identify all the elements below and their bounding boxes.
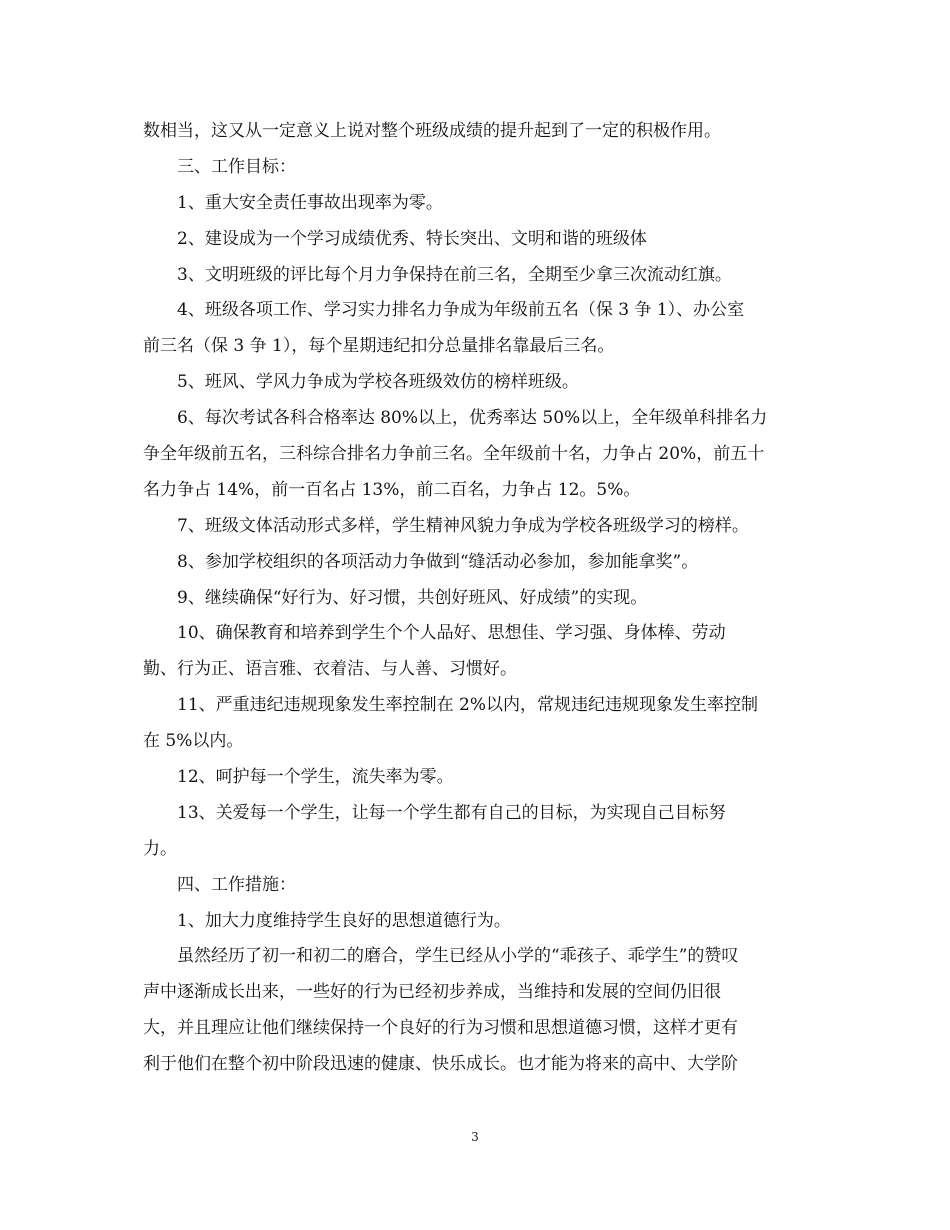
text-line: 力。	[143, 838, 177, 859]
text-line: 12、呵护每一个学生，流失率为零。	[177, 767, 454, 788]
page-number: 3	[471, 1130, 479, 1144]
text-line: 8、参加学校组织的各项活动力争做到“缝活动必参加，参加能拿奖”。	[177, 551, 699, 572]
text-line: 1、重大安全责任事故出现率为零。	[177, 192, 443, 213]
text-line: 9、继续确保“好行为、好习惯，共创好班风、好成绩”的实现。	[177, 587, 648, 608]
text-line: 2、建设成为一个学习成绩优秀、特长突出、文明和谐的班级体	[177, 228, 647, 249]
text-line: 在 5%以内。	[143, 731, 244, 752]
text-line: 5、班风、学风力争成为学校各班级效仿的榜样班级。	[177, 372, 579, 393]
text-line: 声中逐渐成长出来，一些好的行为已经初步养成，当维持和发展的空间仍旧很	[143, 982, 721, 1003]
text-line: 大，并且理应让他们继续保持一个良好的行为习惯和思想道德习惯，这样才更有	[143, 1018, 738, 1039]
text-line: 6、每次考试各科合格率达 80%以上，优秀率达 50%以上，全年级单科排名力	[177, 408, 768, 429]
text-line: 数相当，这又从一定意义上说对整个班级成绩的提升起到了一定的积极作用。	[143, 121, 721, 141]
text-line: 1、加大力度维持学生良好的思想道德行为。	[177, 910, 511, 931]
document-body	[143, 114, 807, 1083]
text-line: 虽然经历了初一和初二的磨合，学生已经从小学的“乖孩子、乖学生”的赞叹	[177, 946, 739, 967]
text-line: 4、班级各项工作、学习实力排名力争成为年级前五名（保 3 争 1）、办公室	[177, 300, 745, 321]
text-line: 利于他们在整个初中阶段迅速的健康、快乐成长。也才能为将来的高中、大学阶	[143, 1054, 738, 1075]
text-line: 勤、行为正、语言雅、衣着洁、与人善、习惯好。	[143, 659, 517, 680]
text-line: 名力争占 14%，前一百名占 13%，前二百名，力争占 12。5%。	[143, 479, 641, 500]
section-heading-measures: 四、工作措施：	[177, 874, 296, 895]
text-line: 3、文明班级的评比每个月力争保持在前三名，全期至少拿三次流动红旗。	[177, 264, 732, 285]
text-line: 11、严重违纪违规现象发生率控制在 2%以内，常规违纪违规现象发生率控制	[177, 695, 759, 716]
text-line: 7、班级文体活动形式多样，学生精神风貌力争成为学校各班级学习的榜样。	[177, 515, 749, 536]
text-line: 争全年级前五名，三科综合排名力争前三名。全年级前十名，力争占 20%，前五十	[143, 444, 765, 465]
section-heading-goals: 三、工作目标：	[177, 156, 296, 177]
text-line: 10、确保教育和培养到学生个个人品好、思想佳、学习强、身体棒、劳动	[177, 623, 726, 644]
text-line: 前三名（保 3 争 1），每个星期违纪扣分总量排名靠最后三名。	[143, 336, 615, 357]
text-line: 13、关爱每一个学生，让每一个学生都有自己的目标，为实现自己目标努	[177, 802, 726, 823]
